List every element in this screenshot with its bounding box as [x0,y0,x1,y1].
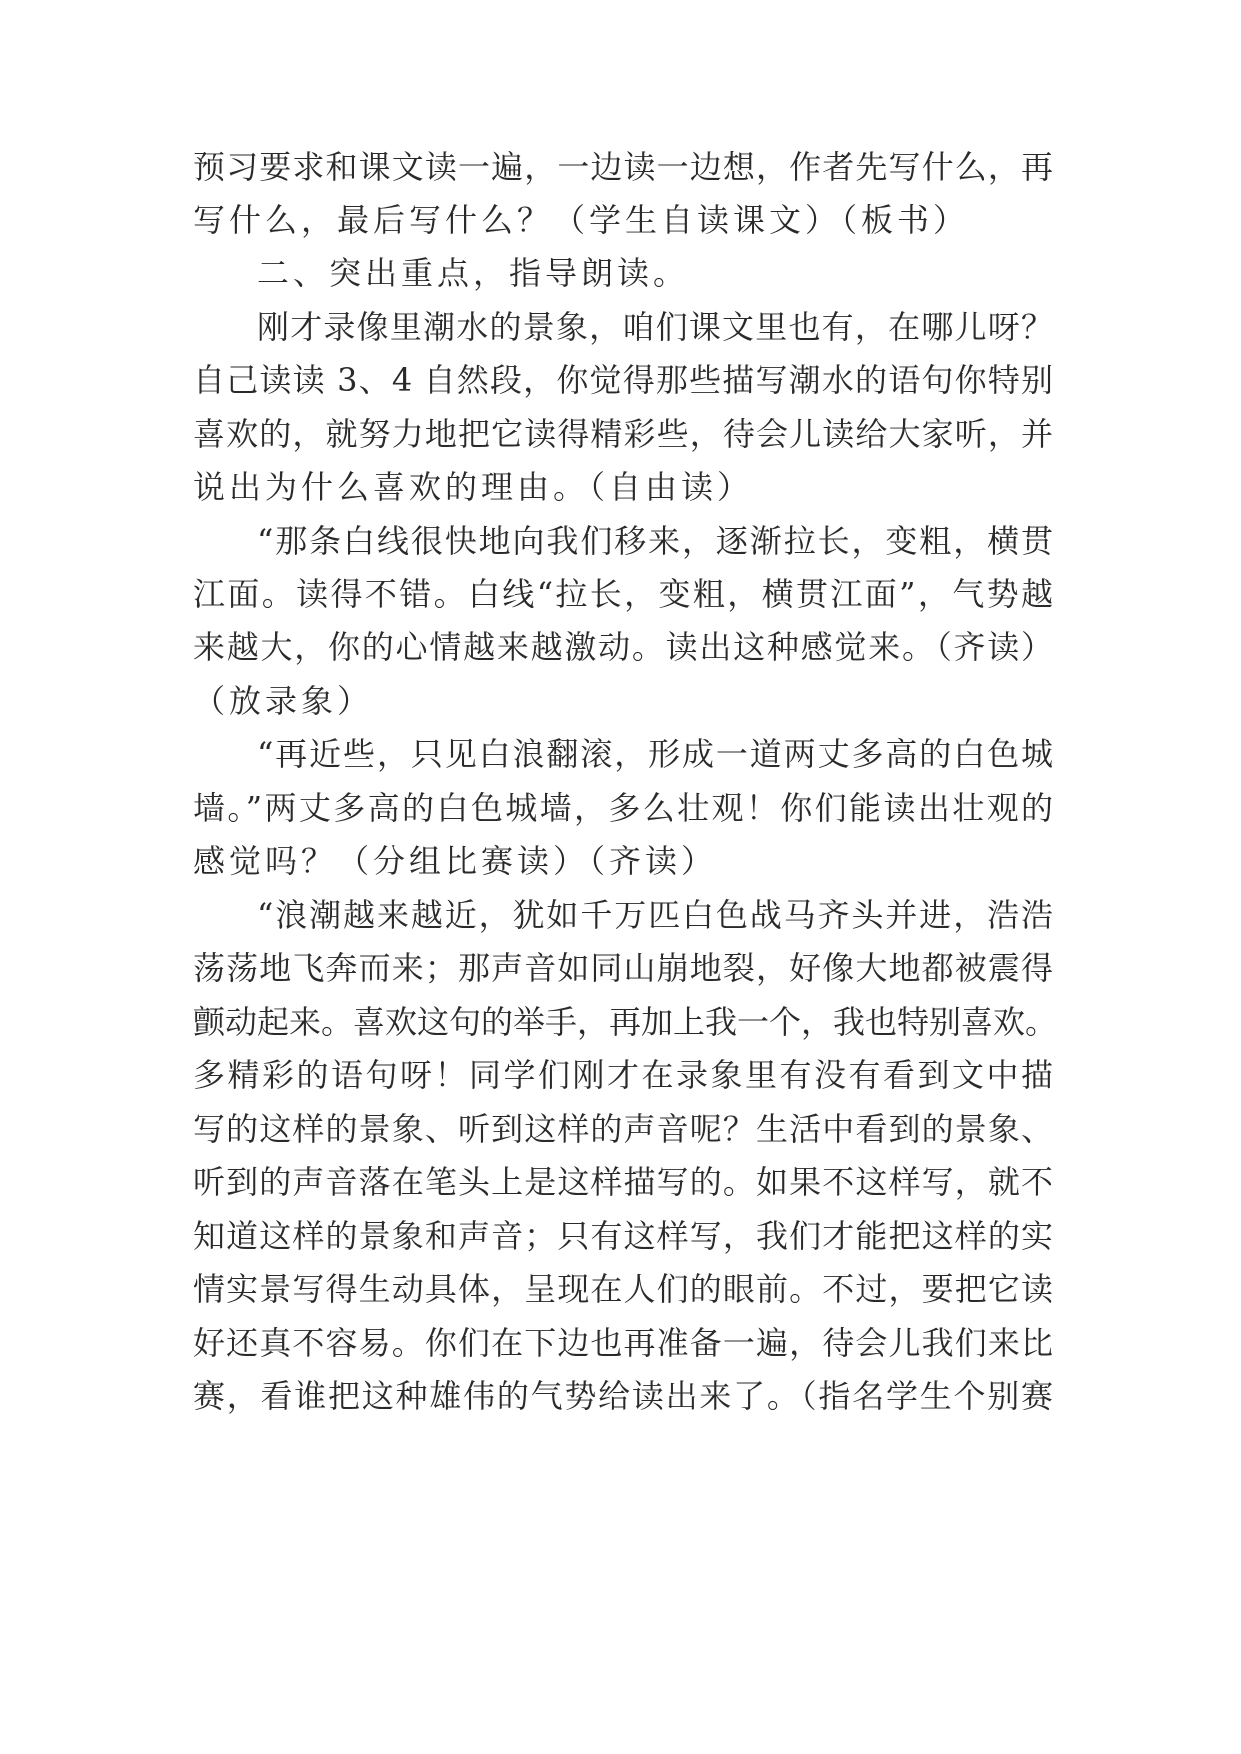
text-line: 预习要求和课文读一遍，一边读一边想，作者先写什么，再 [193,148,1053,186]
text-line: 刚才录像里潮水的景象，咱们课文里也有，在哪儿呀？ [257,308,1053,346]
text-line: （放录象） [193,682,374,720]
text-line: 来越大，你的心情越来越激动。读出这种感觉来。（齐读） [193,628,1053,666]
text-line: “浪潮越来越近，犹如千万匹白色战马齐头并进，浩浩 [257,896,1053,934]
text-line: 情实景写得生动具体，呈现在人们的眼前。不过，要把它读 [193,1270,1053,1308]
text-line: “那条白线很快地向我们移来，逐渐拉长，变粗，横贯 [257,522,1053,560]
text-line: 江面。读得不错。白线“拉长，变粗，横贯江面”，气势越 [193,575,1053,613]
text-line: 荡荡地飞奔而来；那声音如同山崩地裂，好像大地都被震得 [193,949,1053,987]
text-line: 颤动起来。喜欢这句的举手，再加上我一个，我也特别喜欢。 [193,1003,1058,1041]
text-line: 知道这样的景象和声音；只有这样写，我们才能把这样的实 [193,1217,1053,1255]
text-line: 写的这样的景象、听到这样的声音呢？生活中看到的景象、 [193,1110,1053,1148]
text-line: 感觉吗？（分组比赛读）（齐读） [193,842,718,880]
text-line: 说出为什么喜欢的理由。（自由读） [193,468,754,506]
text-line: 喜欢的，就努力地把它读得精彩些，待会儿读给大家听，并 [193,415,1053,453]
text-line: 墙。”两丈多高的白色城墙，多么壮观！你们能读出壮观的 [193,789,1053,827]
text-line: 听到的声音落在笔头上是这样描写的。如果不这样写，就不 [193,1163,1053,1201]
text-line: 赛，看谁把这种雄伟的气势给读出来了。（指名学生个别赛 [193,1377,1053,1415]
text-line: “再近些，只见白浪翻滚，形成一道两丈多高的白色城 [257,735,1053,773]
text-line: 写什么，最后写什么？（学生自读课文）（板书） [193,201,970,239]
section-heading: 二、突出重点，指导朗读。 [257,254,690,292]
text-line: 自己读读 3、4 自然段，你觉得那些描写潮水的语句你特别 [193,361,1053,399]
text-line: 多精彩的语句呀！同学们刚才在录象里有没有看到文中描 [193,1056,1053,1094]
text-line: 好还真不容易。你们在下边也再准备一遍，待会儿我们来比 [193,1324,1053,1362]
